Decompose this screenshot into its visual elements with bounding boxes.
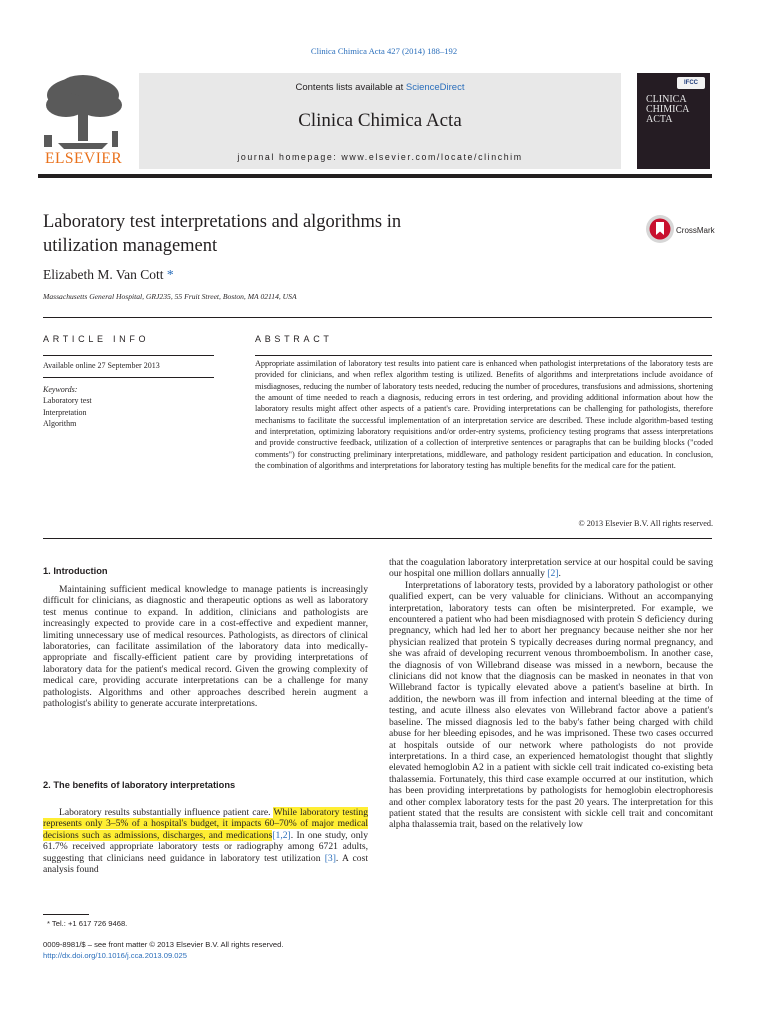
info-top-rule — [43, 317, 712, 318]
article-title: Laboratory test interpretations and algorithms in utilization management — [43, 212, 402, 256]
right-column-text — [389, 557, 713, 831]
text-run: . In one study, only 61.7% received appropriate laboratory tests or radiography among 6721 adults, suggesting that clinicians need guidance in laboratory test utilization — [43, 829, 368, 864]
paragraph — [43, 807, 368, 875]
journal-cover-image — [637, 73, 710, 169]
text-run: . — [558, 568, 561, 580]
crossmark-icon — [645, 214, 675, 244]
highlighted-text: While laboratory testing represents only 3–5% of a hospital's budget, it impacts 60–70% of major medical decisions such as admissions, discharges, and medications — [43, 807, 368, 841]
author-footnote-mark[interactable]: * — [166, 267, 174, 282]
keywords-block — [43, 384, 92, 429]
cover-title-line: CLINICA — [646, 94, 687, 105]
author-name — [43, 267, 174, 283]
cover-title — [646, 95, 689, 125]
footnote-rule — [43, 914, 89, 915]
paragraph: Interpretations of laboratory tests, provided by a laboratory pathologist or other qualified expert, can be very valuable for clinicians. Without an accompanying interpretation, laboratory tests can often be misinterpreted. For example, we encountered a patient who had been misdiagnosed with protein S deficiency during pregnancy, which had led her to abort her pregnancy because neither she nor her physician realized that protein S typically decreases during normal pregnancy, and she was afraid of developing recurrent venous thromboembolism. In another case, the diagnosis of von Willebrand disease was missed in a newborn, because the clinicians did not know that the diagnosis can be masked in neonates in that von Willebrand factor is typically elevated above a patient's baseline at birth. In addition, the newborn was ill from infection and internal bleeding at the time of testing, and acute illness also elevates von Willebrand factor above a patient's baseline. The missed diagnosis led to the baby's father being charged with child abuse for her bleeding episodes, and he was imprisoned. These two cases occurred at hospitals outside of our network where pathologists do not provide interpretations. In a third case, an experienced hematologist thought that slightly elevated hemoglobin A2 in a patient with sickle cell trait indicated co-existing beta thalassemia. Fortunately, this third case example occurred at our institution, which has been providing interpretations by pathologists for hemoglobin electrophoresis and other complex laboratory tests for the past 20 years. The interpretation for this patient stated that the results are consistent with sickle cell trait and concomitant alpha thalassemia trait, based on the relatively low — [389, 579, 713, 831]
benefits-text — [43, 807, 368, 875]
issn-line: 0009-8981/$ – see front matter © 2013 Elsevier B.V. All rights reserved. — [43, 940, 284, 949]
ifcc-badge-text: IFCC — [684, 80, 698, 86]
reference-link[interactable]: [3] — [324, 852, 336, 864]
author-affiliation: Massachusetts General Hospital, GRJ235, 55 Fruit Street, Boston, MA 02114, USA — [43, 292, 297, 301]
ifcc-badge — [677, 77, 705, 89]
journal-masthead — [139, 73, 621, 169]
keywords-label: Keywords: — [43, 385, 78, 394]
crossmark-label: CrossMark — [676, 226, 715, 235]
text-run: . A cost analysis found — [43, 852, 368, 876]
section-heading-introduction: 1. Introduction — [43, 566, 108, 576]
keyword-item: Interpretation — [43, 407, 87, 417]
author-footnote: * Tel.: +1 617 726 9468. — [47, 919, 128, 928]
introduction-text — [43, 584, 368, 709]
keyword-item: Laboratory test — [43, 396, 92, 406]
article-info-rule-2 — [43, 377, 214, 378]
available-online: Available online 27 September 2013 — [43, 361, 160, 370]
section-heading-benefits: 2. The benefits of laboratory interpretations — [43, 780, 236, 790]
journal-homepage[interactable]: journal homepage: www.elsevier.com/locate/clinchim — [237, 152, 523, 162]
contents-line — [139, 82, 621, 93]
reference-link[interactable]: [2] — [547, 568, 559, 580]
cover-title-line: CHIMICA — [646, 104, 690, 115]
cover-title-line: ACTA — [646, 114, 673, 125]
author-text: Elizabeth M. Van Cott — [43, 267, 164, 282]
text-run: Laboratory results substantially influence patient care. — [59, 807, 274, 818]
journal-citation[interactable]: Clinica Chimica Acta 427 (2014) 188–192 — [310, 46, 458, 56]
reference-link[interactable]: [1,2] — [272, 829, 291, 841]
article-info-label: ARTICLE INFO — [43, 334, 150, 344]
abstract-text: Appropriate assimilation of laboratory test results into patient care is enhanced when pathologist interpretations of the laboratory tests are provided for clinicians, and when reflex algorithm testing is utilized. Benefits of algorithms and interpretations include avoidance of misdiagnoses, reducing the number of laboratory tests needed, reducing the number of procedures, transfusions and admissions, shortening the amount of time needed to reach a diagnosis, reducing errors in test ordering, and providing additional information about how the laboratory results might affect other aspects of a patient's care. Providing interpretations can be challenging for pathologists, therefore mechanisms to facilitate the successful implementation of an interpretation service are described. These include algorithm-based testing and interpretation, optimizing laboratory requisitions and/or order-entry systems, proficiency testing programs that assess interpretations and provide constructive feedback, utilization of a collection of interpretive sentences or paragraphs that can be building blocks ("coded comments") for constructing preliminary interpretations, middleware, and pathology resident participation and education. In conclusion, the combination of algorithms and interpretations for laboratory testing has multiple benefits for the medical care for the patient. — [255, 359, 713, 471]
header-rule — [38, 174, 712, 178]
copyright-notice: © 2013 Elsevier B.V. All rights reserved. — [578, 519, 713, 528]
sciencedirect-link[interactable]: ScienceDirect — [405, 82, 465, 93]
abstract-rule — [255, 355, 712, 356]
abstract-bottom-rule — [43, 538, 712, 539]
publisher-name: ELSEVIER — [45, 150, 123, 167]
paragraph — [389, 557, 713, 580]
keyword-item: Algorithm — [43, 418, 77, 428]
paragraph: Maintaining sufficient medical knowledge to manage patients is increasingly difficult for clinicians, as diagnostic and therapeutic options as well as laboratory test menus continue to expand. In addition, clinicians and pathologists are increasingly expected to provide care in a cost-effective and expedient manner, limiting unnecessary use of medical resources. Pathologists, as directors of clinical laboratories, can facilitate assimilation of the laboratory data into medically-appropriate and fiscally-efficient patient care by providing interpretations of laboratory data for the patient's medical record. Given the growing complexity of medical care, providing accurate interpretations can be a challenge for many pathologists. Algorithms and other approaches described herein augment a pathologist's ability to generate accurate interpretations. — [43, 584, 368, 710]
text-run: that the coagulation laboratory interpretation service at our hospital could be saving our hospital one million dollars annually — [389, 557, 713, 580]
doi-link[interactable]: http://dx.doi.org/10.1016/j.cca.2013.09.025 — [43, 951, 187, 960]
contents-prefix: Contents lists available at — [295, 82, 406, 93]
journal-name: Clinica Chimica Acta — [298, 110, 462, 131]
abstract-label: ABSTRACT — [255, 334, 333, 344]
article-info-rule — [43, 355, 214, 356]
